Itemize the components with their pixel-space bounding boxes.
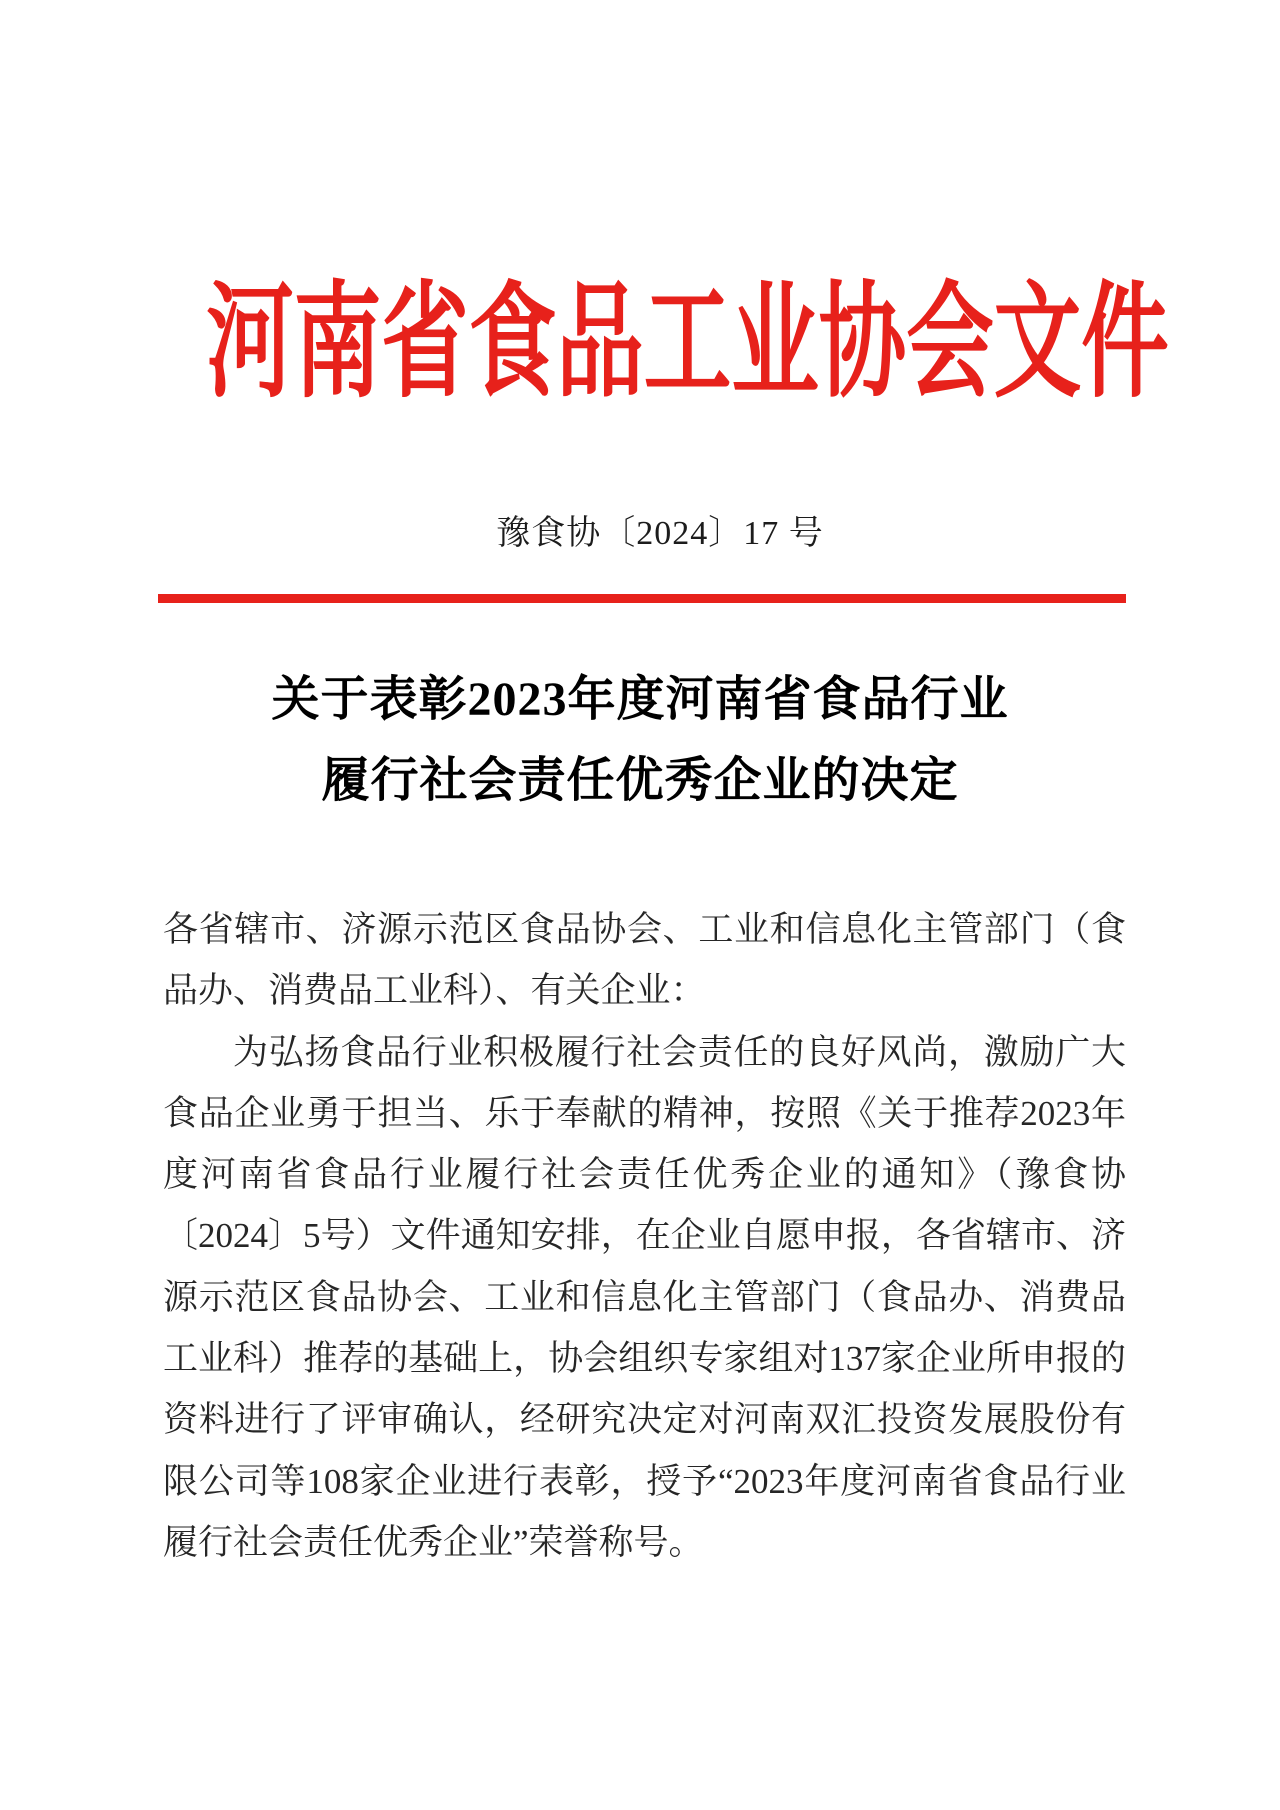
document-title — [0, 659, 1280, 821]
red-divider-rule — [158, 594, 1126, 603]
document-title-line1: 关于表彰2023年度河南省食品行业 — [271, 673, 1009, 726]
letterhead-banner — [0, 275, 1280, 441]
document-body — [163, 899, 1126, 1573]
salutation-paragraph: 各省辖市、济源示范区食品协会、工业和信息化主管部门（食品办、消费品工业科）、有关企业： — [163, 910, 1126, 1011]
document-number: 豫食协〔2024〕17 号 — [496, 515, 824, 552]
main-paragraph: 为弘扬食品行业积极履行社会责任的良好风尚，激励广大食品企业勇于担当、乐于奉献的精神，按照《关于推荐2023年度河南省食品行业履行社会责任优秀企业的通知》（豫食协〔2024〕5号）文件通知安排，在企业自愿申报，各省辖市、济源示范区食品协会、工业和信息化主管部门（食品办、消费品工业科）推荐的基础上，协会组织专家组对137家企业所申报的资料进行了评审确认，经研究决定对河南双汇投资发展股份有限公司等108家企业进行表彰，授予“2023年度河南省食品行业履行社会责任优秀企业”荣誉称号。 — [163, 1032, 1126, 1562]
letterhead-text: 河南省食品工业协会文件 — [206, 275, 1169, 413]
document-title-line2: 履行社会责任优秀企业的决定 — [321, 754, 959, 807]
